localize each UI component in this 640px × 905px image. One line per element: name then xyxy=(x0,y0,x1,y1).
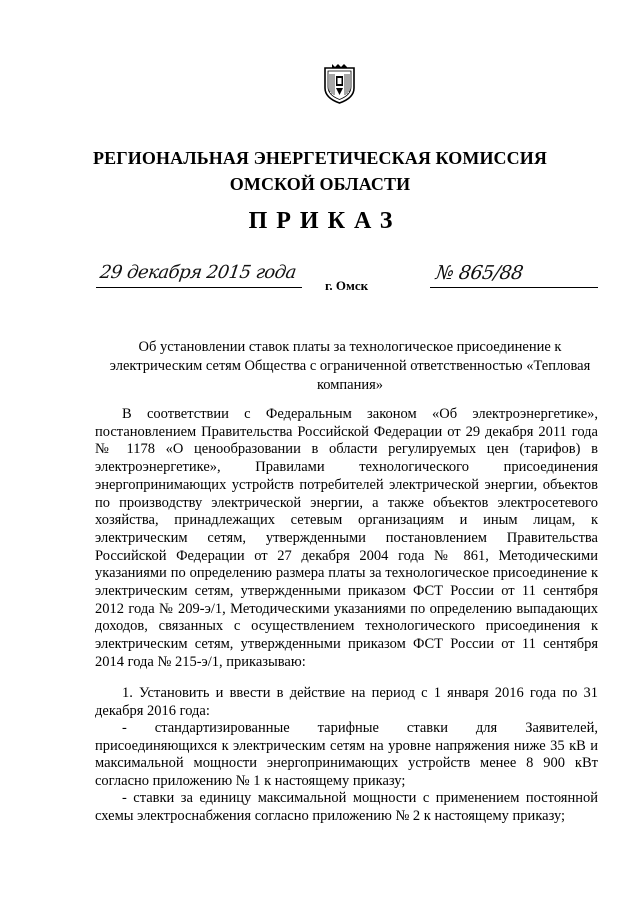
item-1a-paragraph: - стандартизированные тарифные ставки для Заявителей, присоединяющихся к электрическим сетям на уровне напряжения ниже 35 кВ и максимальной мощности энергопринимающих устройств менее 8 900 кВт согласно приложению № 1 к настоящему приказу; xyxy=(95,720,598,790)
city-label: г. Омск xyxy=(325,278,369,293)
order-subject: Об установлении ставок платы за технологическое присоединение к электрическим сетям Общества с ограниченной ответственностью «Тепловая компания» xyxy=(109,339,591,393)
preamble-paragraph: В соответствии с Федеральным законом «Об электроэнергетике», постановлением Правительства Российской Федерации от 29 декабря 2011 года № 1178 «О ценообразовании в области регулируемых цен (тарифов) в электроэнергетике», Правилами технологического присоединения энергопринимающих устройств потребителей электрической энергии, объектов по производству электрической энергии, а также объектов электросетевого хозяйства, принадлежащих сетевым организациям и иным лицам, к электрическим сетям, утвержденными постановлением Правительства Российской Федерации от 27 декабря 2004 года № 861, Методическими указаниями по определению размера платы за технологическое присоединение к электрическим сетям, утвержденными приказом ФСТ России от 11 сентября 2012 года № 209-э/1, Методическими указаниями по определению выпадающих доходов, связанных с осуществлением технологического присоединения к электрическим сетям, утвержденными приказом ФСТ России от 11 сентября 2014 года № 215-э/1, приказываю: xyxy=(95,406,598,670)
date-underline xyxy=(96,287,302,288)
document-type-title: ПРИКАЗ xyxy=(248,208,402,234)
handwritten-date: 29 декабря 2015 года xyxy=(98,262,298,283)
handwritten-order-number: № 865/88 xyxy=(434,262,525,284)
item-1-paragraph: 1. Установить и ввести в действие на период с 1 января 2016 года по 31 декабря 2016 года: xyxy=(95,685,598,719)
organization-name-line1: РЕГИОНАЛЬНАЯ ЭНЕРГЕТИЧЕСКАЯ КОМИССИЯ xyxy=(93,148,547,168)
organization-name-line2: ОМСКОЙ ОБЛАСТИ xyxy=(229,174,411,194)
number-underline xyxy=(430,287,598,288)
item-1b-paragraph: - ставки за единицу максимальной мощности с применением постоянной схемы электроснабжения согласно приложению № 2 к настоящему приказу; xyxy=(95,790,598,824)
coat-of-arms-icon xyxy=(323,62,356,104)
